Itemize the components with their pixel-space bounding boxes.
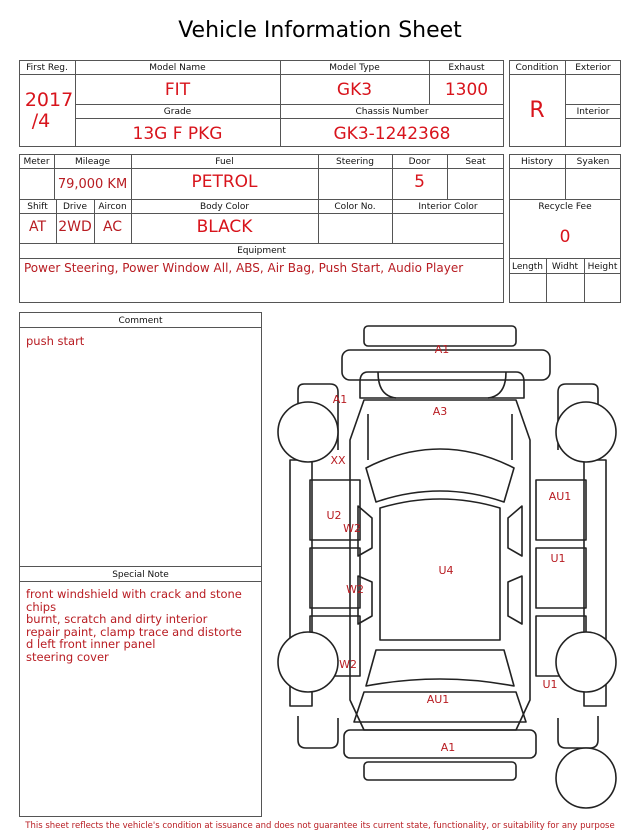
label-drive: Drive <box>63 202 87 212</box>
comment-box <box>19 312 262 817</box>
special-note-line: steering cover <box>26 649 109 664</box>
value-exhaust: 1300 <box>444 80 489 100</box>
value-condition: R <box>529 98 545 123</box>
label-door: Door <box>408 157 431 167</box>
value-grade: 13G F PKG <box>132 124 223 144</box>
label-color-no: Color No. <box>334 202 376 212</box>
value-drive: 2WD <box>58 219 92 235</box>
label-exterior: Exterior <box>575 63 611 73</box>
label-condition: Condition <box>515 63 559 73</box>
label-aircon: Aircon <box>98 202 127 212</box>
damage-mark-left-rear-fender: W2 <box>339 658 357 671</box>
label-model-name: Model Name <box>149 63 206 73</box>
special-note-line: front windshield with crack and stone <box>26 587 242 601</box>
label-grade: Grade <box>163 107 192 117</box>
label-mileage: Mileage <box>74 157 111 167</box>
damage-mark-roof: U4 <box>438 564 454 577</box>
value-door: 5 <box>414 172 425 192</box>
damage-mark-hood: A3 <box>432 405 448 418</box>
label-seat: Seat <box>465 157 486 167</box>
special-note-line: chips <box>26 599 57 614</box>
damage-mark-right-rear-door: U1 <box>550 552 566 565</box>
label-meter: Meter <box>23 157 50 167</box>
value-shift: AT <box>28 219 47 235</box>
special-note-line: burnt, scratch and dirty interior <box>26 612 208 626</box>
label-body-color: Body Color <box>199 202 250 212</box>
value-body-color: BLACK <box>196 217 253 237</box>
damage-mark-left-rear-door: W2 <box>346 583 364 596</box>
value-first-reg-month: /4 <box>31 110 51 132</box>
label-interior: Interior <box>576 107 610 117</box>
special-note-text <box>26 588 261 663</box>
damage-mark-rear-bumper: A1 <box>440 741 456 754</box>
value-model-type: GK3 <box>336 80 373 100</box>
label-steering: Steering <box>336 157 374 167</box>
damage-mark-left-door-u2: U2 <box>326 509 342 522</box>
label-shift: Shift <box>27 202 48 212</box>
value-recycle-fee: 0 <box>559 227 571 247</box>
damage-mark-left-door-w2: W2 <box>343 522 361 535</box>
value-model-name: FIT <box>164 80 191 100</box>
label-width: Widht <box>551 262 579 272</box>
value-chassis-number: GK3-1242368 <box>333 124 451 144</box>
comment-text: push start <box>26 334 85 348</box>
label-syaken: Syaken <box>576 157 610 167</box>
label-special-note: Special Note <box>112 570 169 580</box>
value-aircon: AC <box>102 219 123 235</box>
damage-mark-right-front-door: AU1 <box>548 490 572 503</box>
label-first-reg: First Reg. <box>26 63 68 73</box>
label-chassis-number: Chassis Number <box>355 107 429 117</box>
special-note-line: d left front inner panel <box>26 637 156 651</box>
label-exhaust: Exhaust <box>448 63 485 73</box>
damage-mark-rear-hatch: AU1 <box>426 693 450 706</box>
value-fuel: PETROL <box>191 172 258 192</box>
label-length: Length <box>511 262 544 272</box>
damage-mark-right-rear-fender: U1 <box>542 678 558 691</box>
label-recycle-fee: Recycle Fee <box>538 202 592 212</box>
label-interior-color: Interior Color <box>418 202 478 212</box>
footer-disclaimer: This sheet reflects the vehicle's condition at issuance and does not guarantee its current state, functionality, or suitability for any purpose <box>25 821 615 831</box>
damage-mark-left-front-fender: A1 <box>332 393 348 406</box>
damage-mark-left-front: XX <box>330 454 346 467</box>
label-comment: Comment <box>118 316 163 326</box>
value-first-reg-year: 2017 <box>24 89 74 111</box>
value-equipment: Power Steering, Power Window All, ABS, Air Bag, Push Start, Audio Player <box>24 261 464 275</box>
label-height: Height <box>587 262 618 272</box>
label-equipment: Equipment <box>237 246 286 256</box>
value-mileage: 79,000 KM <box>57 177 128 192</box>
page-title: Vehicle Information Sheet <box>178 18 462 43</box>
damage-mark-front-bumper: A1 <box>434 343 450 356</box>
label-fuel: Fuel <box>215 157 234 167</box>
label-history: History <box>520 157 554 167</box>
car-damage-diagram <box>268 320 628 820</box>
special-note-line: repair paint, clamp trace and distorte <box>26 624 242 639</box>
label-model-type: Model Type <box>329 63 380 73</box>
